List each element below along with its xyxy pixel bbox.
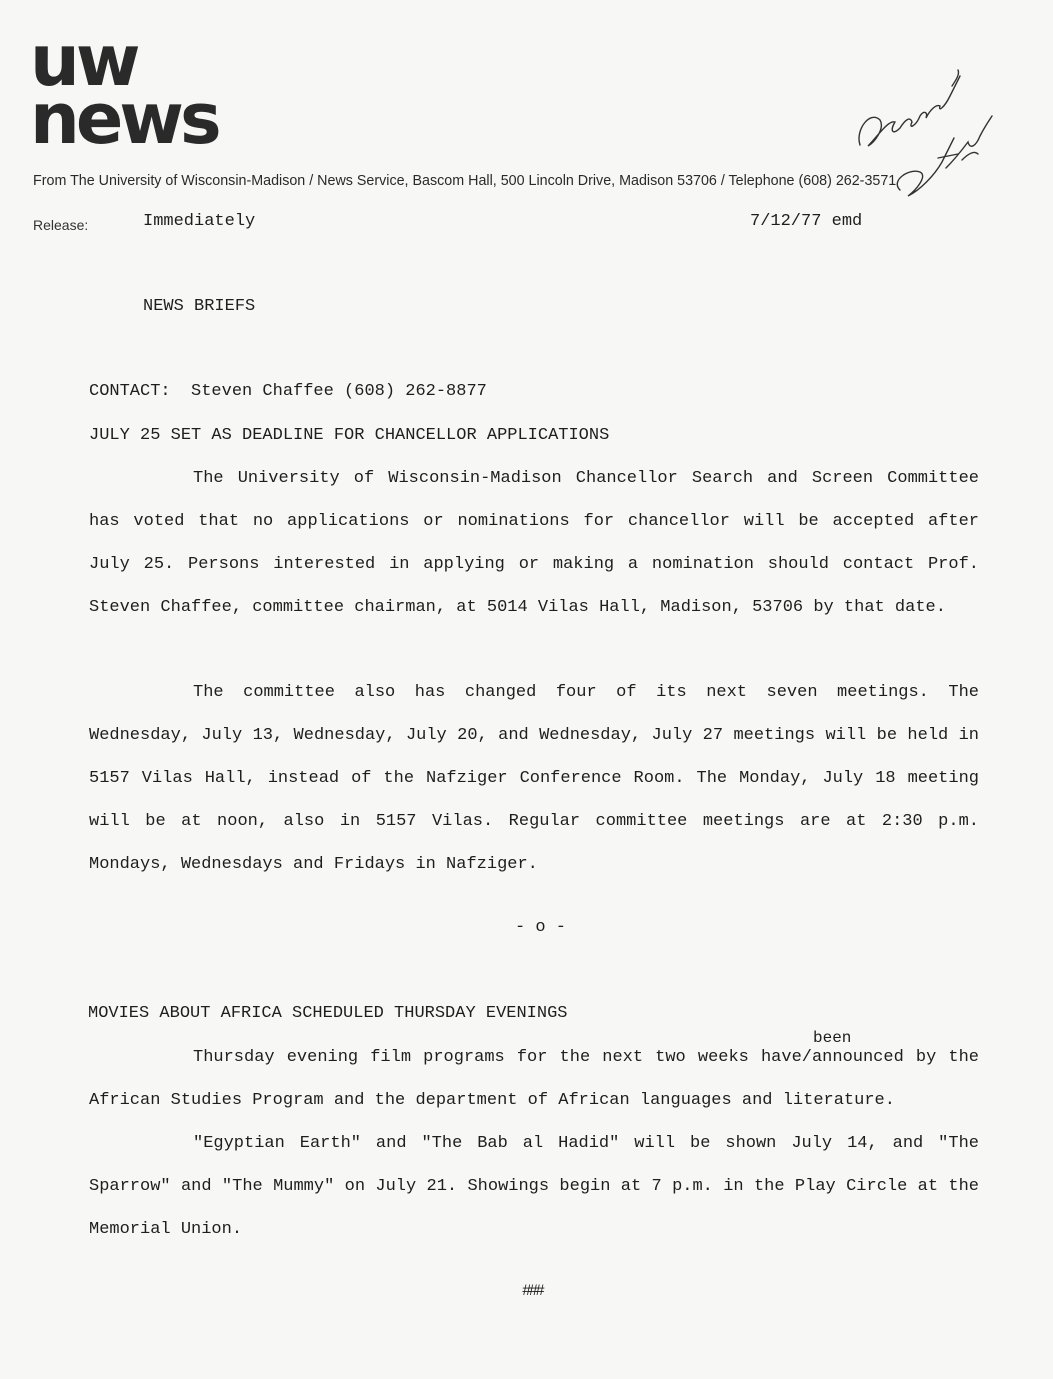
separator: - o - [515, 918, 567, 937]
release-value: Immediately [143, 212, 256, 231]
letterhead-address: From The University of Wisconsin-Madison / News Service, Bascom Hall, 500 Lincoln Drive, Madison 53706 / Telephone (608) 262-3571 [33, 173, 897, 189]
logo-news: news [30, 78, 218, 160]
release-date: 7/12/77 emd [750, 212, 863, 231]
story-1-paragraph-1: The University of Wisconsin-Madison Chancellor Search and Screen Committee has voted that no applications or nominations for chancellor will be accepted after July 25. Persons interested in applying or making a nomination should contact Prof. Steven Chaffee, committee chairman, at 5014 Vilas Hall, Madison, 53706 by that date. [89, 469, 979, 617]
contact-line: CONTACT: Steven Chaffee (608) 262-8877 [89, 382, 487, 401]
story-2-paragraph-2: "Egyptian Earth" and "The Bab al Hadid" will be shown July 14, and "The Sparrow" and "The Mummy" on July 21. Showings begin at 7 p.m. in the Play Circle at the Memorial Union. [89, 1134, 979, 1239]
story-2-insert-word: been [813, 1029, 852, 1047]
story-1-paragraph-2: The committee also has changed four of its next seven meetings. The Wednesday, July 13, Wednesday, July 20, and Wednesday, July 27 meetings will be held in 5157 Vilas Hall, instead of the Nafziger Conference Room. The Monday, July 18 meeting will be at noon, also in 5157 Vilas. Regular committee meetings are at 2:30 p.m. Mondays, Wednesdays and Fridays in Nafziger. [89, 683, 979, 874]
logo-uw: uw [30, 20, 137, 102]
story-2-paragraph-1: Thursday evening film programs for the next two weeks have/announced by the African Studies Program and the department of African languages and literature. [89, 1048, 979, 1110]
story-2-headline: MOVIES ABOUT AFRICA SCHEDULED THURSDAY EVENINGS [88, 1004, 568, 1023]
end-mark: ### [522, 1282, 542, 1300]
release-label: Release: [33, 217, 89, 233]
section-heading: NEWS BRIEFS [143, 297, 256, 316]
story-1-headline: JULY 25 SET AS DEADLINE FOR CHANCELLOR APPLICATIONS [89, 426, 610, 445]
